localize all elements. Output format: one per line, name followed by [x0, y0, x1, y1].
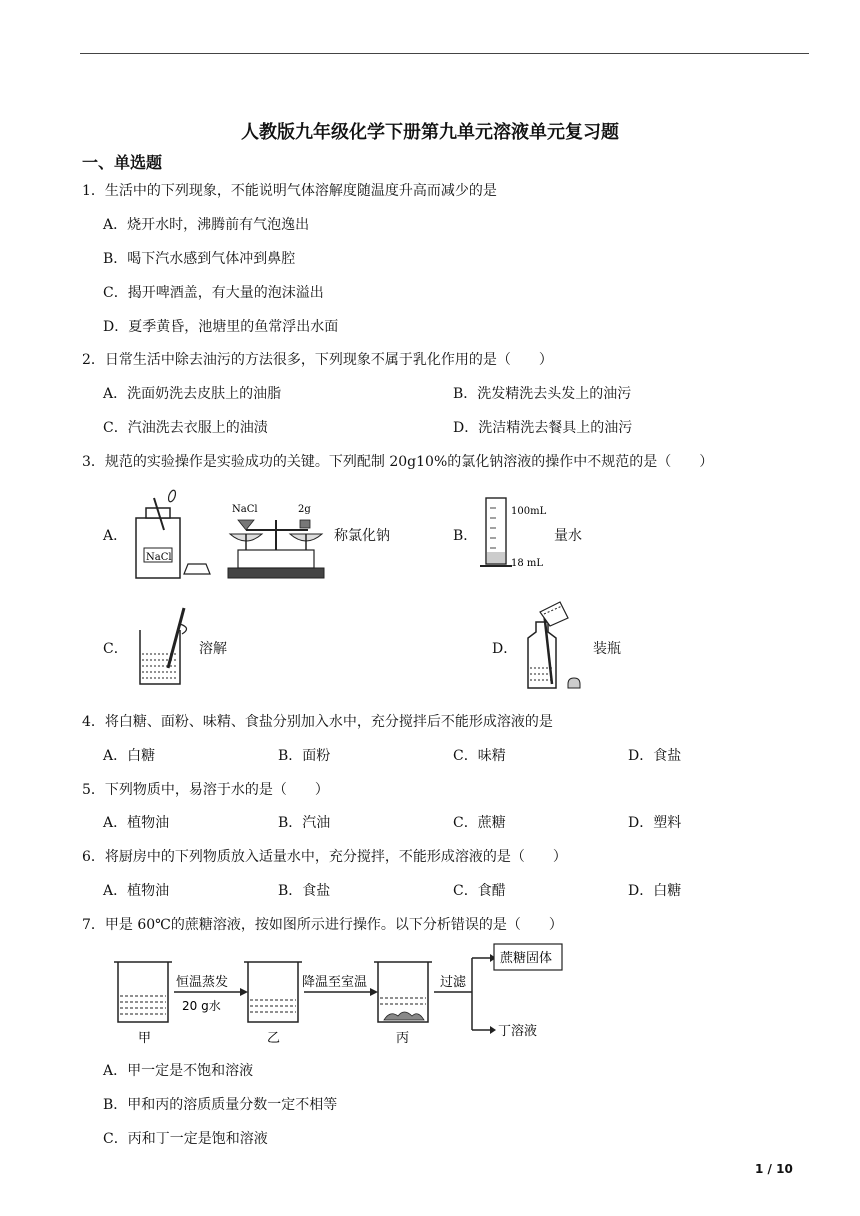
question-5-option-b[interactable]: B．汽油: [278, 815, 331, 831]
question-2-option-b[interactable]: B．洗发精洗去头发上的油污: [453, 386, 632, 402]
measuring-cylinder-icon: [480, 498, 512, 566]
question-4-option-d[interactable]: D．食盐: [628, 748, 682, 764]
question-5-stem: 5．下列物质中，易溶于水的是（ ）: [82, 782, 329, 798]
step-2-label: 降温至室温: [302, 975, 368, 990]
weighing-figure: [128, 490, 328, 582]
question-7-option-a[interactable]: A．甲一定是不饱和溶液: [103, 1063, 254, 1079]
balance-icon: [228, 520, 324, 578]
question-6-option-a[interactable]: A．植物油: [103, 883, 170, 899]
question-2-stem: 2．日常生活中除去油污的方法很多，下列现象不属于乳化作用的是（ ）: [82, 352, 553, 368]
beaker-yi-icon: [244, 962, 302, 1022]
question-7-option-c[interactable]: C．丙和丁一定是饱和溶液: [103, 1131, 268, 1147]
question-4-stem: 4．将白糖、面粉、味精、食盐分别加入水中，充分搅拌后不能形成溶液的是: [82, 714, 553, 730]
measuring-cylinder-figure: [478, 494, 558, 574]
question-6-option-b[interactable]: B．食盐: [278, 883, 331, 899]
question-6-option-c[interactable]: C．食醋: [453, 883, 506, 899]
question-1-stem: 1．生活中的下列现象，不能说明气体溶解度随温度升高而减少的是: [82, 183, 497, 199]
question-3-caption-a: 称氯化钠: [334, 528, 390, 544]
weight-label: 2g: [298, 504, 311, 515]
question-1-option-b[interactable]: B．喝下汽水感到气体冲到鼻腔: [103, 251, 296, 267]
question-3-caption-c: 溶解: [199, 641, 227, 657]
question-1-option-d[interactable]: D．夏季黄昏，池塘里的鱼常浮出水面: [103, 319, 339, 335]
label-bing: 丙: [396, 1031, 410, 1046]
beaker-bing-icon: [374, 962, 432, 1022]
question-5-option-c[interactable]: C．蔗糖: [453, 815, 506, 831]
question-3-caption-d: 装瓶: [593, 641, 621, 657]
question-1-option-c[interactable]: C．揭开啤酒盖，有大量的泡沫溢出: [103, 285, 324, 301]
question-4-option-c[interactable]: C．味精: [453, 748, 506, 764]
ding-label: 丁溶液: [498, 1024, 538, 1039]
page-number: 1 / 10: [755, 1162, 793, 1176]
question-5-option-a[interactable]: A．植物油: [103, 815, 170, 831]
question-3-option-d[interactable]: D．: [492, 641, 518, 657]
step-1-bottom: 20 g水: [182, 999, 221, 1013]
question-3-stem: 3．规范的实验操作是实验成功的关键。下列配制 20g10%的氯化钠溶液的操作中不规范的是（ ）: [82, 454, 714, 470]
pan-nacl-label: NaCl: [232, 504, 258, 515]
cylinder-18ml-label: 18 mL: [511, 558, 544, 569]
question-3-caption-b: 量水: [554, 528, 582, 544]
label-jia: 甲: [138, 1031, 152, 1046]
question-2-option-c[interactable]: C．汽油洗去衣服上的油渍: [103, 420, 268, 436]
question-3-option-a[interactable]: A．: [103, 528, 128, 544]
question-4-option-b[interactable]: B．面粉: [278, 748, 331, 764]
cylinder-100ml-label: 100mL: [511, 506, 547, 517]
nacl-bottle-icon: [136, 489, 180, 578]
step-1-top: 恒温蒸发: [176, 975, 229, 990]
beaker-jia-icon: [114, 962, 172, 1022]
question-3-option-c[interactable]: C．: [103, 641, 128, 657]
question-1-option-a[interactable]: A．烧开水时，沸腾前有气泡逸出: [103, 217, 310, 233]
question-5-option-d[interactable]: D．塑料: [628, 815, 682, 831]
question-3-option-b[interactable]: B．: [453, 528, 478, 544]
question-2-option-a[interactable]: A．洗面奶洗去皮肤上的油脂: [103, 386, 282, 402]
solid-label: 蔗糖固体: [500, 951, 553, 966]
label-yi: 乙: [267, 1031, 281, 1046]
dissolving-figure: [134, 604, 194, 688]
sugar-process-figure: [100, 940, 580, 1050]
step-3-label: 过滤: [440, 975, 467, 990]
question-7-option-b[interactable]: B．甲和丙的溶质质量分数一定不相等: [103, 1097, 338, 1113]
nacl-bottle-label: NaCl: [146, 552, 172, 563]
section-heading: 一、单选题: [82, 153, 163, 172]
question-4-option-a[interactable]: A．白糖: [103, 748, 156, 764]
bottling-figure: [522, 598, 592, 692]
bottle-pouring-icon: [528, 602, 580, 688]
question-6-option-d[interactable]: D．白糖: [628, 883, 682, 899]
stopper-icon: [184, 564, 210, 574]
beaker-stirring-icon: [140, 608, 187, 684]
header-rule: [80, 53, 809, 54]
question-7-stem: 7．甲是 60℃的蔗糖溶液，按如图所示进行操作。以下分析错误的是（ ）: [82, 917, 563, 933]
question-2-option-d[interactable]: D．洗洁精洗去餐具上的油污: [453, 420, 633, 436]
question-6-stem: 6．将厨房中的下列物质放入适量水中，充分搅拌，不能形成溶液的是（ ）: [82, 849, 567, 865]
page-title: 人教版九年级化学下册第九单元溶液单元复习题: [241, 122, 619, 143]
